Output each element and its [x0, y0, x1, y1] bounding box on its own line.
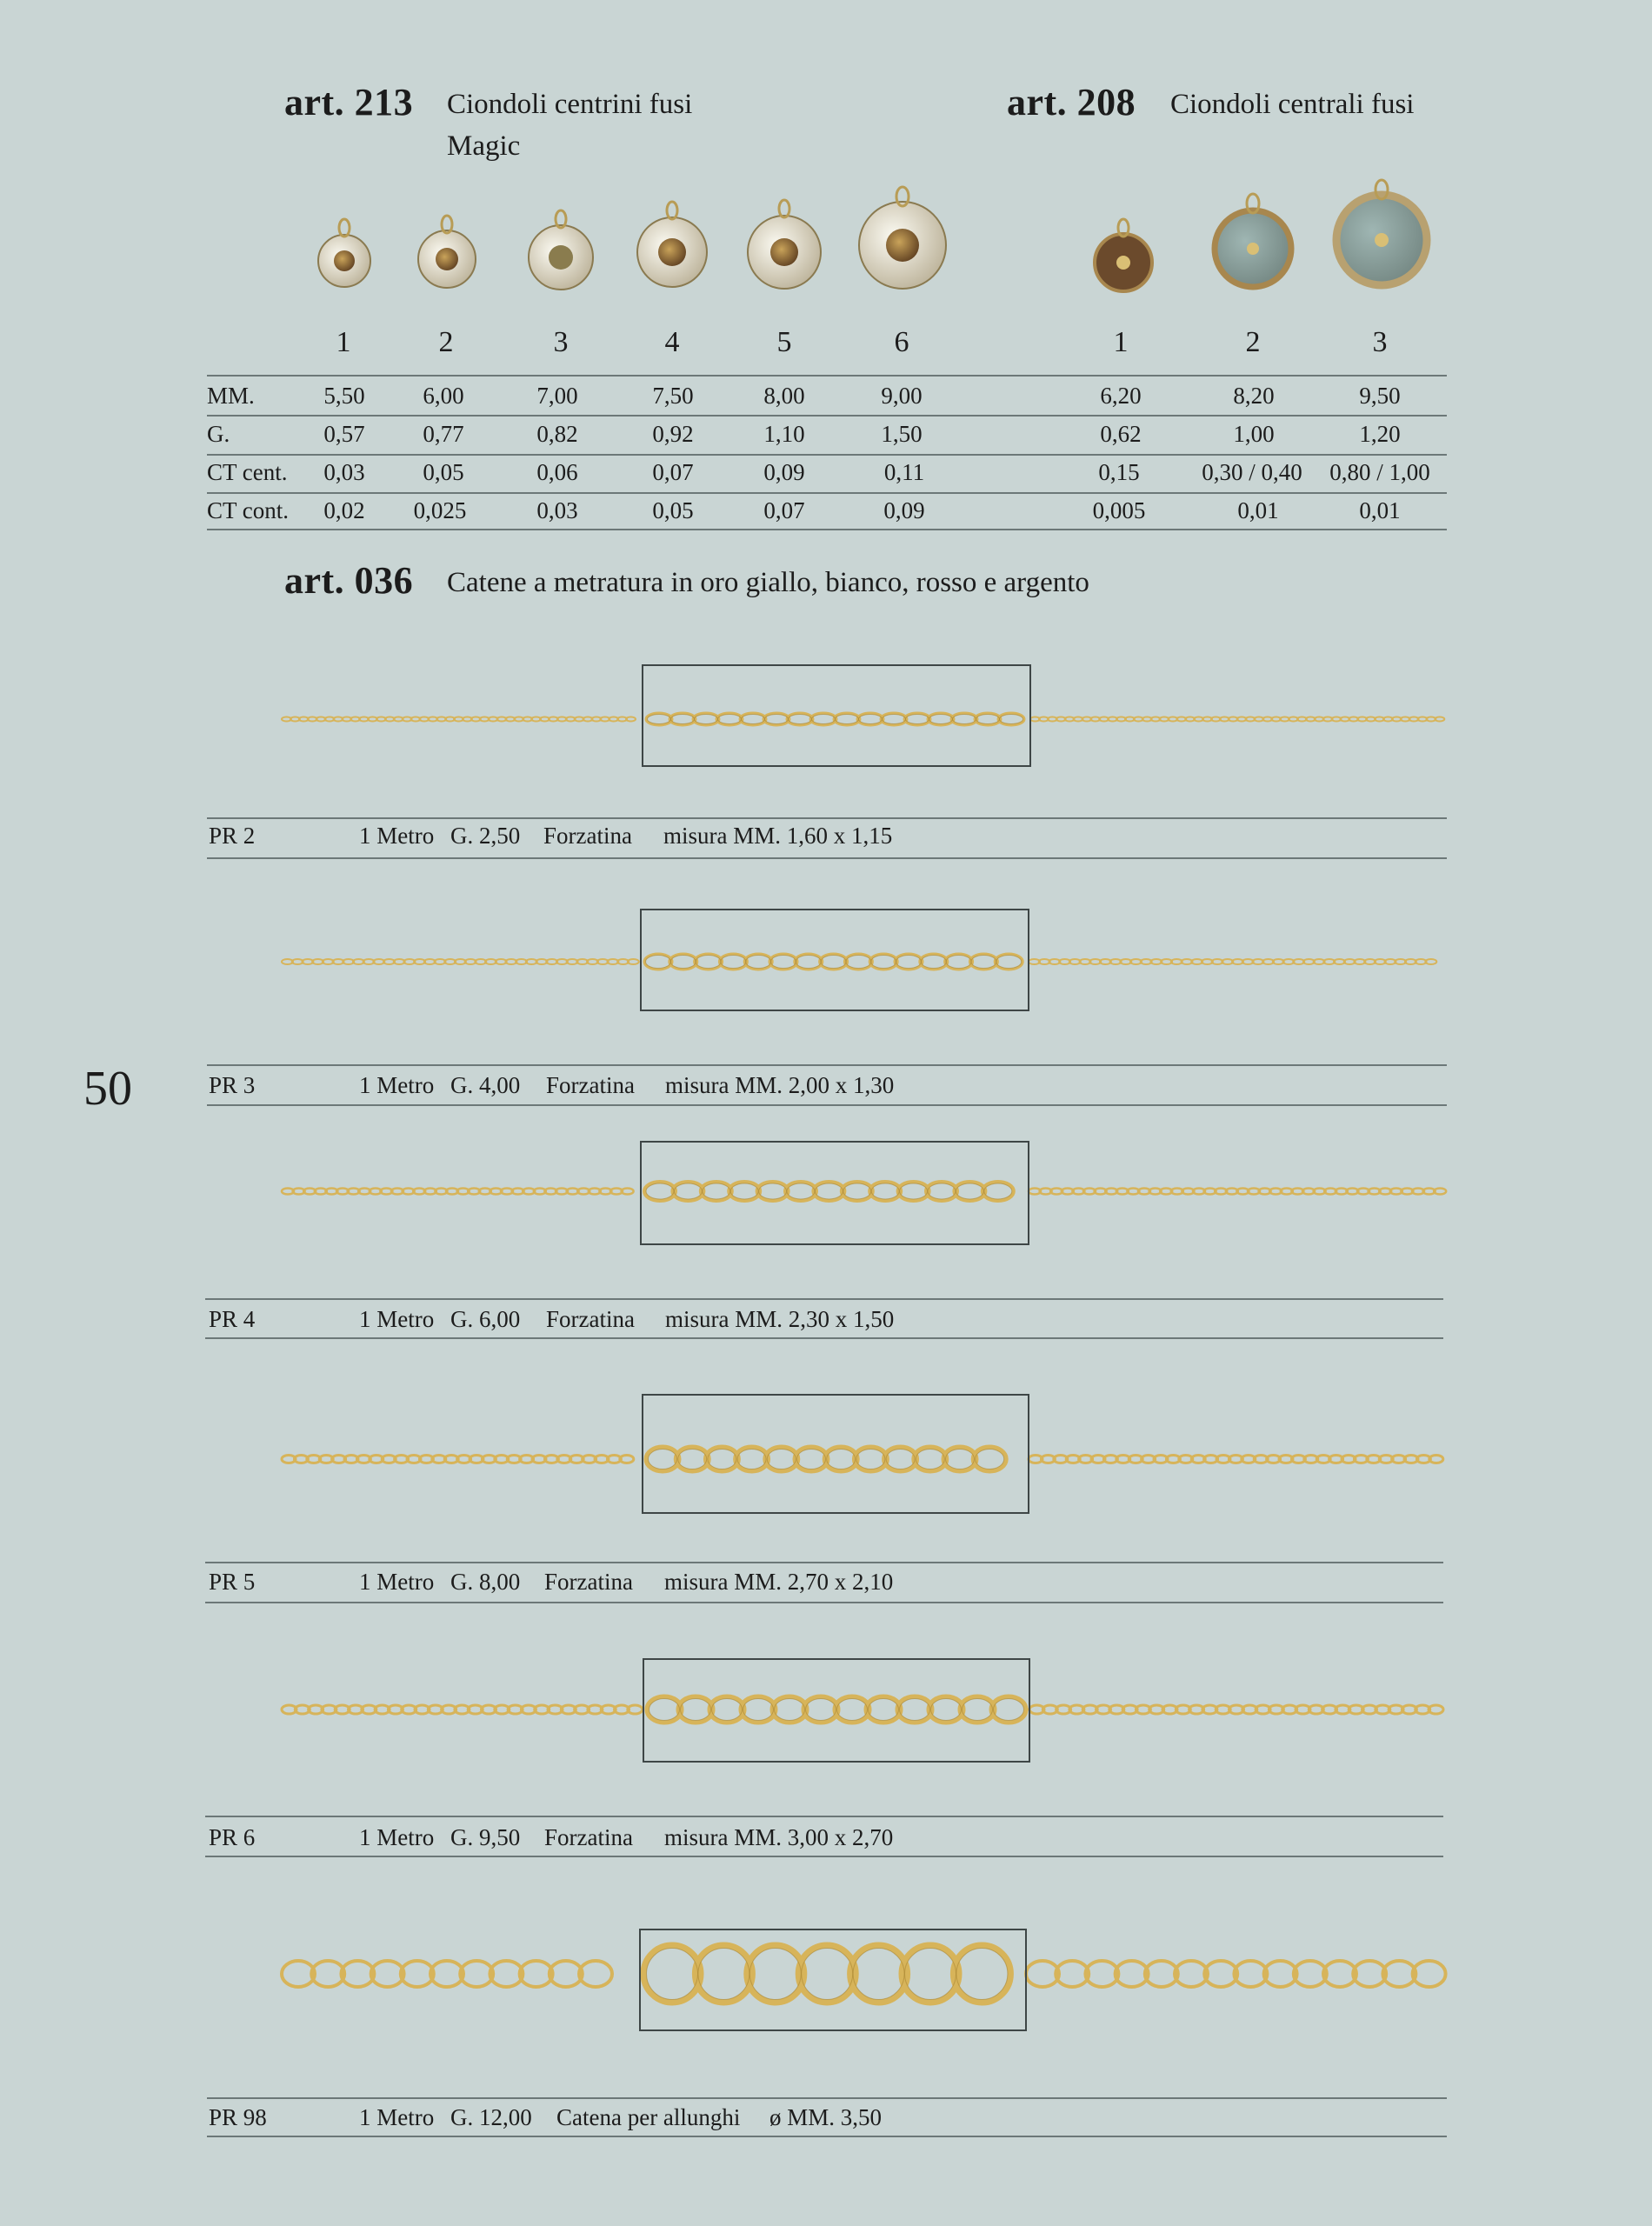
chain-measure: misura MM. 3,00 x 2,70 — [664, 1824, 894, 1850]
size-number: 3 — [553, 326, 569, 358]
table-cell: 0,005 — [1092, 497, 1146, 523]
table-cell: 0,80 / 1,00 — [1329, 459, 1430, 485]
chain-illustration — [282, 910, 1436, 1010]
art-213-description: Ciondoli centrini fusi — [447, 89, 693, 120]
chain-code: PR 5 — [209, 1569, 256, 1595]
table-cell: 0,03 — [323, 459, 365, 485]
chain-length: 1 Metro — [359, 1072, 435, 1098]
chain-weight: G. 9,50 — [450, 1824, 521, 1850]
table-cell: 1,20 — [1359, 421, 1401, 447]
chain-code: PR 3 — [209, 1072, 256, 1098]
table-cell: 0,11 — [883, 459, 925, 485]
table-cell: 0,02 — [323, 497, 365, 523]
chain-measure: ø MM. 3,50 — [769, 2104, 883, 2130]
size-number: 6 — [894, 326, 909, 358]
art-208-description: Ciondoli centrali fusi — [1170, 89, 1415, 120]
chain-type: Forzatina — [546, 1306, 635, 1332]
table-cell: 0,05 — [652, 497, 694, 523]
table-cell: 0,05 — [423, 459, 464, 485]
table-cell: 8,20 — [1233, 383, 1275, 409]
table-cell: 0,09 — [883, 497, 925, 523]
chain-rule — [205, 1337, 1443, 1339]
chain-measure: misura MM. 1,60 x 1,15 — [663, 823, 893, 849]
chain-rule — [207, 2097, 1447, 2099]
chain-rule — [205, 1562, 1443, 1563]
chain-weight: G. 2,50 — [450, 823, 521, 849]
chain-illustration — [282, 1659, 1443, 1762]
size-number: 2 — [1245, 326, 1261, 358]
table-cell: 0,025 — [413, 497, 467, 523]
table-row-label: CT cent. — [207, 459, 288, 485]
chain-code: PR 2 — [209, 823, 256, 849]
chain-type: Forzatina — [544, 1824, 633, 1850]
chain-illustration — [282, 665, 1444, 766]
table-cell: 0,82 — [536, 421, 578, 447]
table-cell: 9,00 — [881, 383, 923, 409]
table-row-label: CT cont. — [207, 497, 289, 523]
chain-illustrations — [278, 0, 1461, 2226]
art-213-description-line2: Magic — [447, 130, 521, 162]
table-cell: 0,07 — [652, 459, 694, 485]
chain-measure: misura MM. 2,30 x 1,50 — [665, 1306, 895, 1332]
chain-measure: misura MM. 2,70 x 2,10 — [664, 1569, 894, 1595]
chain-rule — [205, 1298, 1443, 1300]
art-208-title: art. 208 — [1007, 81, 1136, 123]
table-cell: 1,10 — [763, 421, 805, 447]
size-number: 1 — [1113, 326, 1129, 358]
chain-type: Catena per allunghi — [556, 2104, 741, 2130]
size-number: 5 — [776, 326, 792, 358]
table-cell: 6,20 — [1100, 383, 1142, 409]
size-number: 3 — [1372, 326, 1388, 358]
chain-code: PR 4 — [209, 1306, 256, 1332]
chain-code: PR 98 — [209, 2104, 267, 2130]
chain-weight: G. 6,00 — [450, 1306, 521, 1332]
chain-type: Forzatina — [544, 1569, 633, 1595]
chain-length: 1 Metro — [359, 2104, 435, 2130]
chain-rule — [207, 817, 1447, 819]
table-cell: 8,00 — [763, 383, 805, 409]
size-number: 1 — [336, 326, 351, 358]
table-cell: 0,03 — [536, 497, 578, 523]
chain-rule — [205, 1602, 1443, 1603]
table-cell: 7,50 — [652, 383, 694, 409]
table-cell: 1,00 — [1233, 421, 1275, 447]
chain-illustration — [282, 1395, 1443, 1513]
chain-rule — [207, 1104, 1447, 1106]
table-cell: 0,01 — [1237, 497, 1279, 523]
table-cell: 0,06 — [536, 459, 578, 485]
chain-type: Forzatina — [546, 1072, 635, 1098]
chain-illustration — [282, 1929, 1446, 2030]
table-cell: 0,92 — [652, 421, 694, 447]
table-cell: 0,30 / 0,40 — [1202, 459, 1302, 485]
chain-length: 1 Metro — [359, 1824, 435, 1850]
chain-type: Forzatina — [543, 823, 632, 849]
table-cell: 0,07 — [763, 497, 805, 523]
table-cell: 0,77 — [423, 421, 464, 447]
art-036-title: art. 036 — [284, 559, 414, 602]
chain-length: 1 Metro — [359, 823, 435, 849]
table-cell: 9,50 — [1359, 383, 1401, 409]
table-cell: 7,00 — [536, 383, 578, 409]
chain-illustration — [282, 1142, 1446, 1244]
chain-weight: G. 8,00 — [450, 1569, 521, 1595]
chain-weight: G. 12,00 — [450, 2104, 532, 2130]
table-cell: 0,57 — [323, 421, 365, 447]
table-cell: 0,01 — [1359, 497, 1401, 523]
art-036-description: Catene a metratura in oro giallo, bianco, rosso e argento — [447, 567, 1089, 598]
chain-rule — [205, 1816, 1443, 1817]
chain-measure: misura MM. 2,00 x 1,30 — [665, 1072, 895, 1098]
chain-weight: G. 4,00 — [450, 1072, 521, 1098]
chain-length: 1 Metro — [359, 1306, 435, 1332]
table-cell: 6,00 — [423, 383, 464, 409]
size-number: 2 — [438, 326, 454, 358]
chain-rule — [207, 1064, 1447, 1066]
table-cell: 5,50 — [323, 383, 365, 409]
table-row-label: G. — [207, 421, 230, 447]
chain-rule — [207, 2136, 1447, 2137]
table-cell: 0,62 — [1100, 421, 1142, 447]
table-cell: 1,50 — [881, 421, 923, 447]
chain-rule — [205, 1856, 1443, 1857]
table-row-label: MM. — [207, 383, 255, 409]
size-number: 4 — [664, 326, 680, 358]
chain-rule — [207, 857, 1447, 859]
table-cell: 0,15 — [1098, 459, 1140, 485]
art-213-title: art. 213 — [284, 81, 414, 123]
chain-code: PR 6 — [209, 1824, 256, 1850]
table-cell: 0,09 — [763, 459, 805, 485]
chain-length: 1 Metro — [359, 1569, 435, 1595]
page-number: 50 — [83, 1062, 132, 1116]
